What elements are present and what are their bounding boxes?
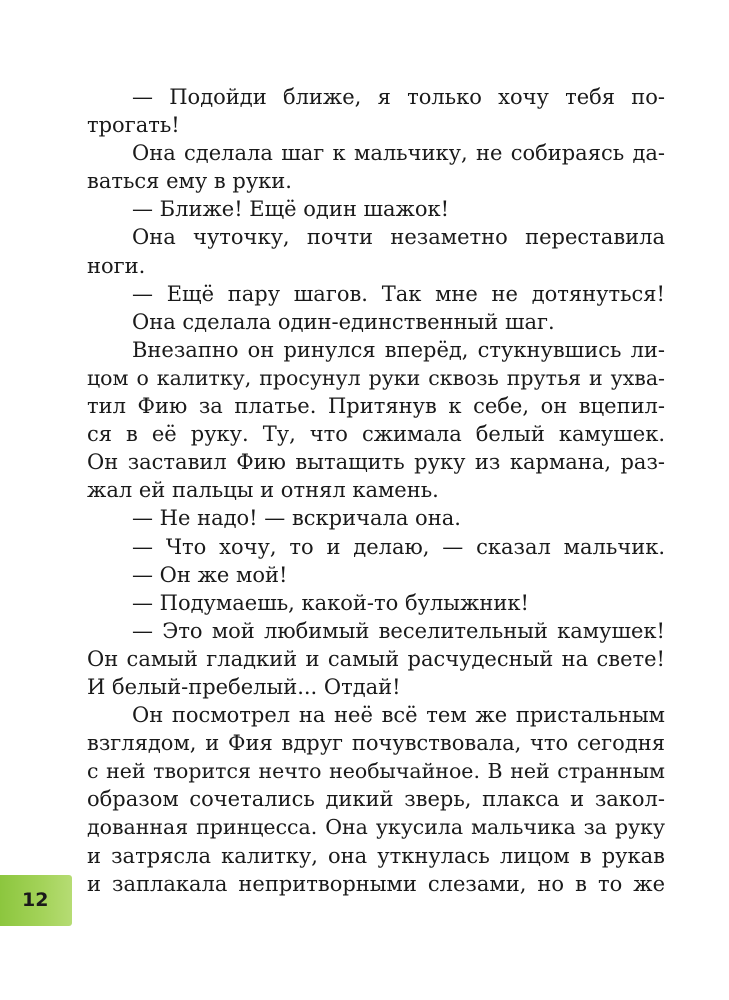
text-line: ноги. [87,253,146,278]
text-line: Внезапно он ринулся вперёд, стукнувшись ли- [132,337,665,362]
text-line: и затрясла калитку, она уткнулась лицом в рукав [87,843,665,868]
text-line: — Ещё пару шагов. Так мне не дотянуться! [132,281,665,306]
text-line: Она чуточку, почти незаметно переставила [132,225,665,250]
text-line: — Ближе! Ещё один шажок! [132,197,450,222]
text-line: И белый-пребелый... Отдай! [87,674,401,699]
text-line: ся в её руку. Ту, что сжимала белый камушек. [87,422,665,447]
text-line: жал ей пальцы и отнял камень. [87,478,439,503]
text-line: тил Фию за платье. Притянув к себе, он вцепил- [87,394,665,419]
text-line: и заплакала непритворными слезами, но в то же [87,871,665,896]
text-line: дованная принцесса. Она укусила мальчика за руку [87,815,665,840]
text-line: трогать! [87,113,180,138]
text-line: с ней творится нечто необычайное. В ней странным [87,759,665,784]
text-line: — Он же мой! [132,562,288,587]
text-line: образом сочетались дикий зверь, плакса и закол- [87,787,665,812]
text-line: — Не надо! — вскричала она. [132,506,461,531]
text-line: — Это мой любимый веселительный камушек! [132,618,665,643]
story-text [87,83,665,898]
page-number-tab [0,875,72,926]
text-line: Он самый гладкий и самый расчудесный на свете! [87,646,665,671]
text-line: Она сделала один-единственный шаг. [132,309,555,334]
page-number: 12 [22,889,49,911]
text-line: — Что хочу, то и делаю, — сказал мальчик. [132,534,665,559]
text-line: — Подумаешь, какой-то булыжник! [132,590,529,615]
text-line: цом о калитку, просунул руки сквозь прутья и ухва- [87,365,665,390]
text-line: Он посмотрел на неё всё тем же пристальным [132,703,665,728]
text-line: ваться ему в руки. [87,169,292,194]
text-line: Она сделала шаг к мальчику, не собираясь да- [132,141,665,166]
text-line: взглядом, и Фия вдруг почувствовала, что сегодня [87,731,665,756]
text-line: — Подойди ближе, я только хочу тебя по- [132,85,665,109]
text-line: Он заставил Фию вытащить руку из кармана, раз- [87,450,665,475]
